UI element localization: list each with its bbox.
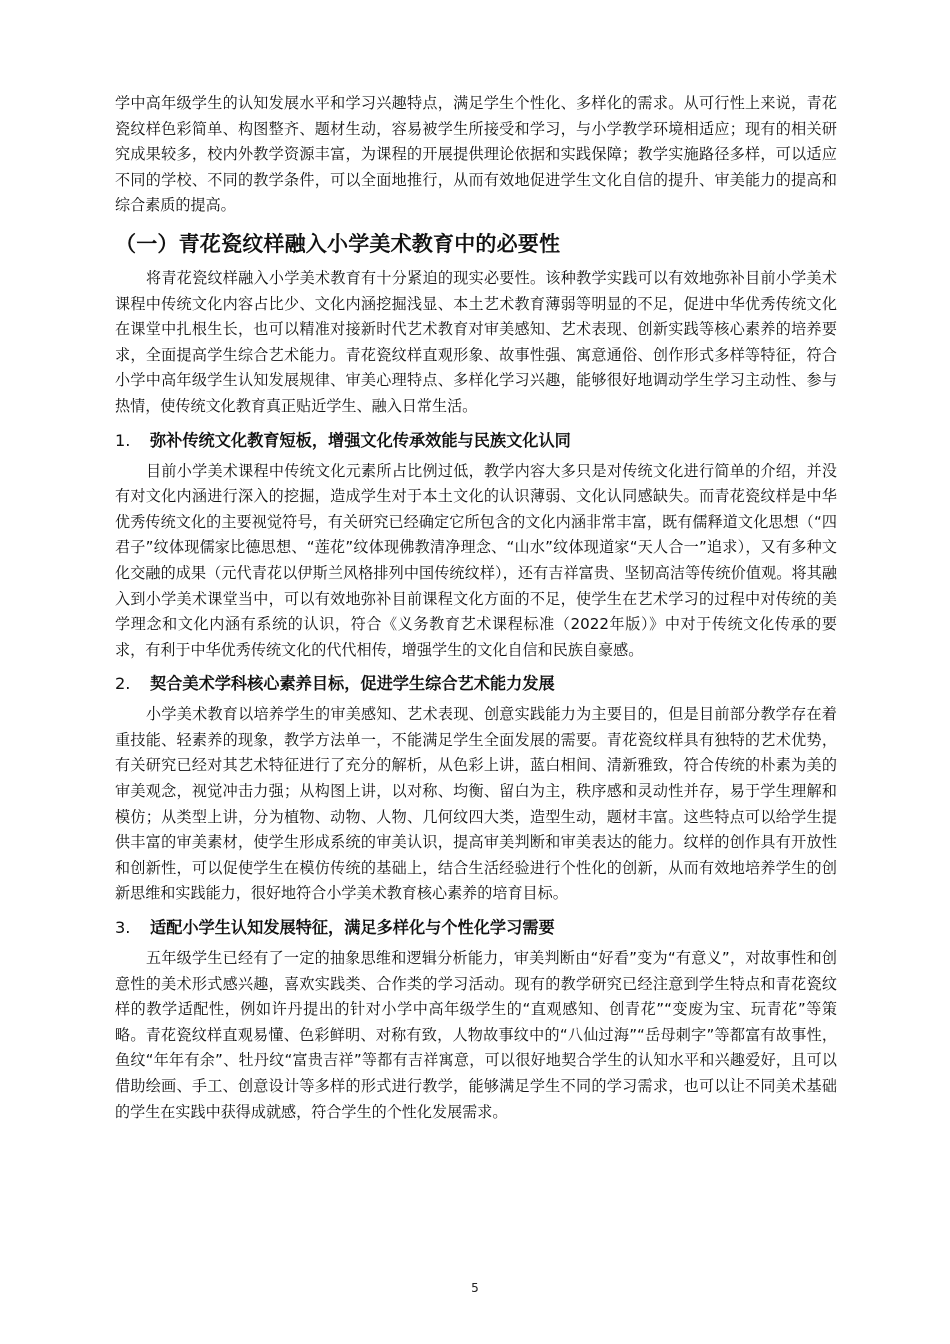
subsection-paragraph-1: 目前小学美术课程中传统文化元素所占比例过低，教学内容大多只是对传统文化进行简单的介绍，并没有对文化内涵进行深入的挖掘，造成学生对于本土文化的认识薄弱、文化认同感缺失。而青花瓷纹样是中华优秀传统文化的主要视觉符号，有关研究已经确定它所包含的文化内涵非常丰富，既有儒释道文化思想（“四君子”纹体现儒家比德思想、“莲花”纹体现佛教清净理念、“山水”纹体现道家“天人合一”追求），又有多种文化交融的成果（元代青花以伊斯兰风格排列中国传统纹样），还有吉祥富贵、坚韧高洁等传统价值观。将其融入到小学美术课堂当中，可以有效地弥补目前课程文化方面的不足，使学生在艺术学习的过程中对传统的美学理念和文化内涵有系统的认识，符合《义务教育艺术课程标准（2022年版）》中对于传统文化传承的要求，有利于中华优秀传统文化的代代相传，增强学生的文化自信和民族自豪感。 — [115, 461, 837, 659]
subsection-heading-2 — [115, 672, 837, 696]
document-page — [115, 91, 837, 1125]
intro-paragraph: 学中高年级学生的认知发展水平和学习兴趣特点，满足学生个性化、多样化的需求。从可行性上来说，青花瓷纹样色彩简单、构图整齐、题材生动，容易被学生所接受和学习，与小学教学环境相适应；现有的相关研究成果较多，校内外教学资源丰富，为课程的开展提供理论依据和实践保障；教学实施路径多样，可以适应不同的学校、不同的教学条件，可以全面地推行，从而有效地促进学生文化自信的提升、审美能力的提高和综合素质的提高。 — [115, 94, 837, 215]
subsection-heading-1 — [115, 429, 837, 453]
subsection-paragraph-2: 小学美术教育以培养学生的审美感知、艺术表现、创意实践能力为主要目的，但是目前部分教学存在着重技能、轻素养的现象，教学方法单一，不能满足学生全面发展的需要。青花瓷纹样具有独特的艺术优势，有关研究已经对其艺术特征进行了充分的解析，从色彩上讲，蓝白相间、清新雅致，符合传统的朴素为美的审美观念，视觉冲击力强；从构图上讲，以对称、均衡、留白为主，秩序感和灵动性并存，易于学生理解和模仿；从类型上讲，分为植物、动物、人物、几何纹四大类，造型生动，题材丰富。这些特点可以给学生提供丰富的审美素材，使学生形成系统的审美认识，提高审美判断和审美表达的能力。纹样的创作具有开放性和创新性，可以促使学生在模仿传统的基础上，结合生活经验进行个性化的创新，从而有效地培养学生的创新思维和实践能力，很好地符合小学美术教育核心素养的培育目标。 — [115, 705, 837, 903]
subsection-heading-3 — [115, 916, 837, 940]
subsection-number: 3. — [115, 918, 131, 938]
subsection-number: 2. — [115, 674, 131, 694]
page-number: 5 — [471, 1281, 479, 1295]
section-paragraph: 将青花瓷纹样融入小学美术教育有十分紧迫的现实必要性。该种教学实践可以有效地弥补目前小学美术课程中传统文化内容占比少、文化内涵挖掘浅显、本土艺术教育薄弱等明显的不足，促进中华优秀传统文化在课堂中扎根生长，也可以精准对接新时代艺术教育对审美感知、艺术表现、创新实践等核心素养的培养要求，全面提高学生综合艺术能力。青花瓷纹样直观形象、故事性强、寓意通俗、创作形式多样等特征，符合小学中高年级学生认知发展规律、审美心理特点、多样化学习兴趣，能够很好地调动学生学习主动性、参与热情，使传统文化教育真正贴近学生、融入日常生活。 — [115, 268, 837, 415]
subsection-number: 1. — [115, 430, 131, 450]
subsection-title: 适配小学生认知发展特征，满足多样化与个性化学习需要 — [150, 918, 555, 938]
subsection-title: 弥补传统文化教育短板，增强文化传承效能与民族文化认同 — [150, 430, 571, 450]
section-heading: （一）青花瓷纹样融入小学美术教育中的必要性 — [115, 231, 561, 256]
subsection-paragraph-3: 五年级学生已经有了一定的抽象思维和逻辑分析能力，审美判断由“好看”变为“有意义”，对故事性和创意性的美术形式感兴趣，喜欢实践类、合作类的学习活动。现有的教学研究已经注意到学生特点和青花瓷纹样的教学适配性，例如许丹提出的针对小学中高年级学生的“直观感知、创青花”“变废为宝、玩青花”等策略。青花瓷纹样直观易懂、色彩鲜明、对称有致，人物故事纹中的“八仙过海”“岳母刺字”等都富有故事性，鱼纹“年年有余”、牡丹纹“富贵吉祥”等都有吉祥寓意，可以很好地契合学生的认知水平和兴趣爱好，且可以借助绘画、手工、创意设计等多样的形式进行教学，能够满足学生不同的学习需求，也可以让不同美术基础的学生在实践中获得成就感，符合学生的个性化发展需求。 — [115, 949, 837, 1121]
subsection-title: 契合美术学科核心素养目标，促进学生综合艺术能力发展 — [150, 674, 555, 694]
